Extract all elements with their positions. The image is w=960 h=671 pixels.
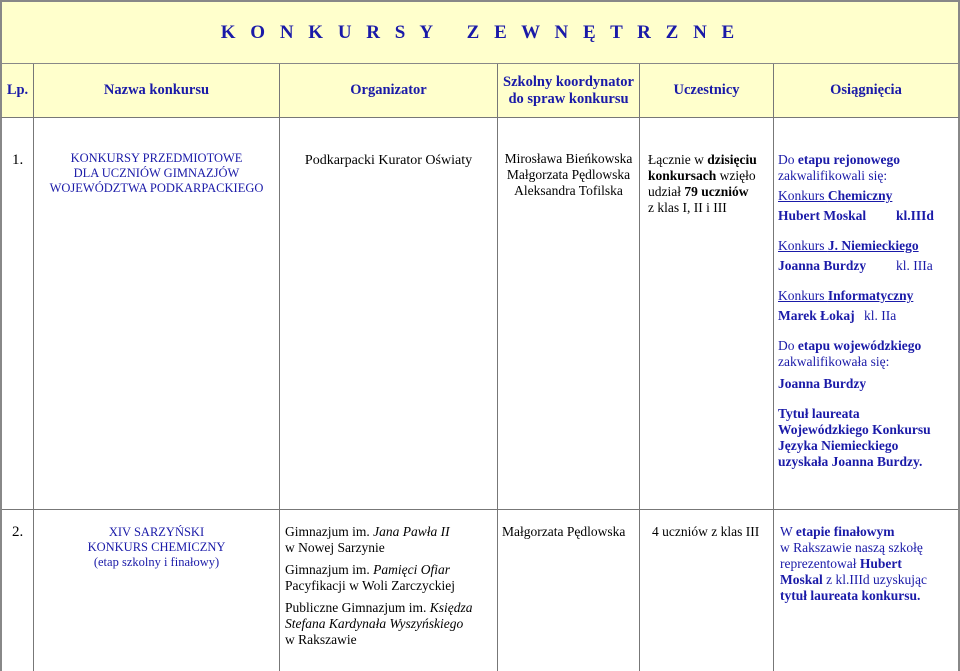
student1-class: kl.IIId	[896, 208, 934, 223]
participants-line2-b: wzięło	[716, 168, 756, 183]
laureate-line1: Tytuł laureata	[778, 406, 860, 421]
header-coordinator-line2: do spraw konkursu	[508, 91, 629, 107]
contest1-b: Chemiczny	[827, 188, 893, 203]
participants-line3	[648, 184, 773, 200]
row-1-coordinator-1: Mirosława Bieńkowska	[504, 151, 633, 166]
header-name	[34, 64, 280, 118]
regional-intro	[778, 152, 954, 168]
organizer-1-prefix: Gimnazjum im.	[285, 524, 374, 539]
ach2-l3-b: Hubert	[859, 556, 902, 571]
organizer-3-place: w Rakszawie	[285, 632, 357, 647]
table-row-2-lp	[2, 510, 34, 671]
contest2-b: J. Niemieckiego	[827, 238, 919, 253]
student3-class: kl. IIa	[864, 308, 897, 323]
regional-intro-b: etapu rejonowego	[797, 152, 900, 167]
participants-line4: z klas I, II i III	[648, 200, 727, 215]
row-1-name-line2: DLA UCZNIÓW GIMNAZJÓW	[73, 166, 240, 180]
table-row-1-name	[34, 118, 280, 510]
laureate-line4: uzyskała Joanna Burdzy.	[778, 454, 923, 469]
header-lp-label: Lp.	[6, 82, 29, 98]
header-lp	[2, 64, 34, 118]
table-row-1-coordinator	[498, 118, 640, 510]
ach2-l3-a: reprezentował	[780, 556, 860, 571]
header-achievements	[774, 64, 958, 118]
ach2-line3	[780, 556, 954, 572]
voiv-intro-a: Do	[778, 338, 798, 353]
voivodeship-intro	[778, 338, 954, 354]
organizer-1-place: w Nowej Sarzynie	[285, 540, 385, 555]
table-row-1-participants	[640, 118, 774, 510]
organizer-2-patron: Pamięci Ofiar	[373, 562, 450, 577]
row-1-organizer-text: Podkarpacki Kurator Oświaty	[304, 153, 473, 168]
table-row-2-organizer	[280, 510, 498, 671]
table-row-1-achievements	[774, 118, 958, 510]
organizer-3-patron-cont: Stefana Kardynała Wyszyńskiego	[285, 616, 464, 631]
voiv-intro-c: zakwalifikowała się:	[778, 354, 890, 369]
voiv-intro-b: etapu wojewódzkiego	[797, 338, 922, 353]
participants-line1-b: dzisięciu	[707, 152, 757, 167]
contest1-a: Konkurs	[778, 188, 828, 203]
header-coordinator-line1: Szkolny koordynator	[503, 74, 634, 90]
row-2-participants-text: 4 uczniów z klas III	[652, 524, 760, 539]
ach2-line2: w Rakszawie naszą szkołę	[780, 540, 923, 555]
row-1-coordinator-3: Aleksandra Tofilska	[514, 183, 623, 198]
row-2-name-line3: (etap szkolny i finałowy)	[93, 555, 220, 569]
voiv-student: Joanna Burdzy	[778, 376, 867, 391]
ach2-l1-a: W	[780, 524, 796, 539]
participants-line2-a: konkursach	[648, 168, 717, 183]
contest-german	[778, 238, 954, 254]
organizer-1-patron: Jana Pawła II	[373, 524, 450, 539]
organizer-2-place: Pacyfikacji w Woli Zarczyckiej	[285, 578, 455, 593]
participants-line1-a: Łącznie w	[648, 152, 708, 167]
student2-name: Joanna Burdzy	[778, 258, 867, 273]
student2-class: kl. IIIa	[896, 258, 933, 273]
ach2-l4-b: z kl.IIId uzyskując	[822, 572, 927, 587]
row-2-coordinator-text: Małgorzata Pędlowska	[502, 524, 626, 539]
student-2-line	[778, 258, 954, 274]
ach2-line4	[780, 572, 954, 588]
organizer-2-prefix: Gimnazjum im.	[285, 562, 374, 577]
organizer-3	[285, 600, 497, 616]
table-row-1-lp	[2, 118, 34, 510]
participants-line2	[648, 168, 773, 184]
organizer-1	[285, 524, 497, 540]
row-2-name-line2: KONKURS CHEMICZNY	[87, 540, 226, 554]
student1-name: Hubert Moskal	[778, 208, 867, 223]
header-achievements-label: Osiągnięcia	[830, 82, 902, 98]
table-row-2-coordinator	[498, 510, 640, 671]
header-organizer	[280, 64, 498, 118]
participants-line3-a: udział	[648, 184, 685, 199]
ach2-line1	[780, 524, 954, 540]
header-participants	[640, 64, 774, 118]
contest3-b: Informatyczny	[827, 288, 914, 303]
header-organizer-label: Organizator	[350, 82, 427, 98]
row-1-name-line3: WOJEWÓDZTWA PODKARPACKIEGO	[49, 181, 264, 195]
organizer-3-patron: Księdza	[429, 600, 473, 615]
student-3-line	[778, 308, 954, 324]
header-name-label: Nazwa konkursu	[103, 82, 210, 98]
participants-line1	[648, 152, 773, 168]
page-title: K O N K U R S Y Z E W N Ę T R Z N E	[220, 22, 740, 43]
laureate-line2: Wojewódzkiego Konkursu	[778, 422, 931, 437]
organizer-2	[285, 562, 497, 578]
table-row-2-participants	[640, 510, 774, 671]
row-1-name-line1: KONKURSY PRZEDMIOTOWE	[70, 151, 243, 165]
contest3-a: Konkurs	[778, 288, 828, 303]
contest-chemical	[778, 188, 954, 204]
participants-line3-b: 79 uczniów	[684, 184, 749, 199]
ach2-l4-a: Moskal	[780, 572, 823, 587]
ach2-line5: tytuł laureata konkursu.	[780, 588, 921, 603]
header-participants-label: Uczestnicy	[673, 82, 740, 98]
row-2-name-line1: XIV SARZYŃSKI	[108, 525, 205, 539]
table-row-2-achievements	[774, 510, 958, 671]
regional-intro-c: zakwalifikowali się:	[778, 168, 888, 183]
contest2-a: Konkurs	[778, 238, 828, 253]
title-band	[0, 0, 960, 64]
student-1-line	[778, 208, 954, 224]
contest-informatics	[778, 288, 954, 304]
ach2-l1-b: etapie finałowym	[795, 524, 895, 539]
header-coordinator	[498, 64, 640, 118]
table-row-1-organizer	[280, 118, 498, 510]
student3-name: Marek Łokaj	[778, 308, 855, 323]
row-2-number: 2.	[12, 524, 24, 540]
row-1-coordinator-2: Małgorzata Pędlowska	[506, 167, 631, 182]
laureate-block	[778, 406, 954, 470]
table-row-2-name	[34, 510, 280, 671]
regional-intro-a: Do	[778, 152, 798, 167]
organizer-3-prefix: Publiczne Gimnazjum im.	[285, 600, 430, 615]
laureate-line3: Języka Niemieckiego	[778, 438, 899, 453]
row-1-number: 1.	[12, 152, 24, 168]
